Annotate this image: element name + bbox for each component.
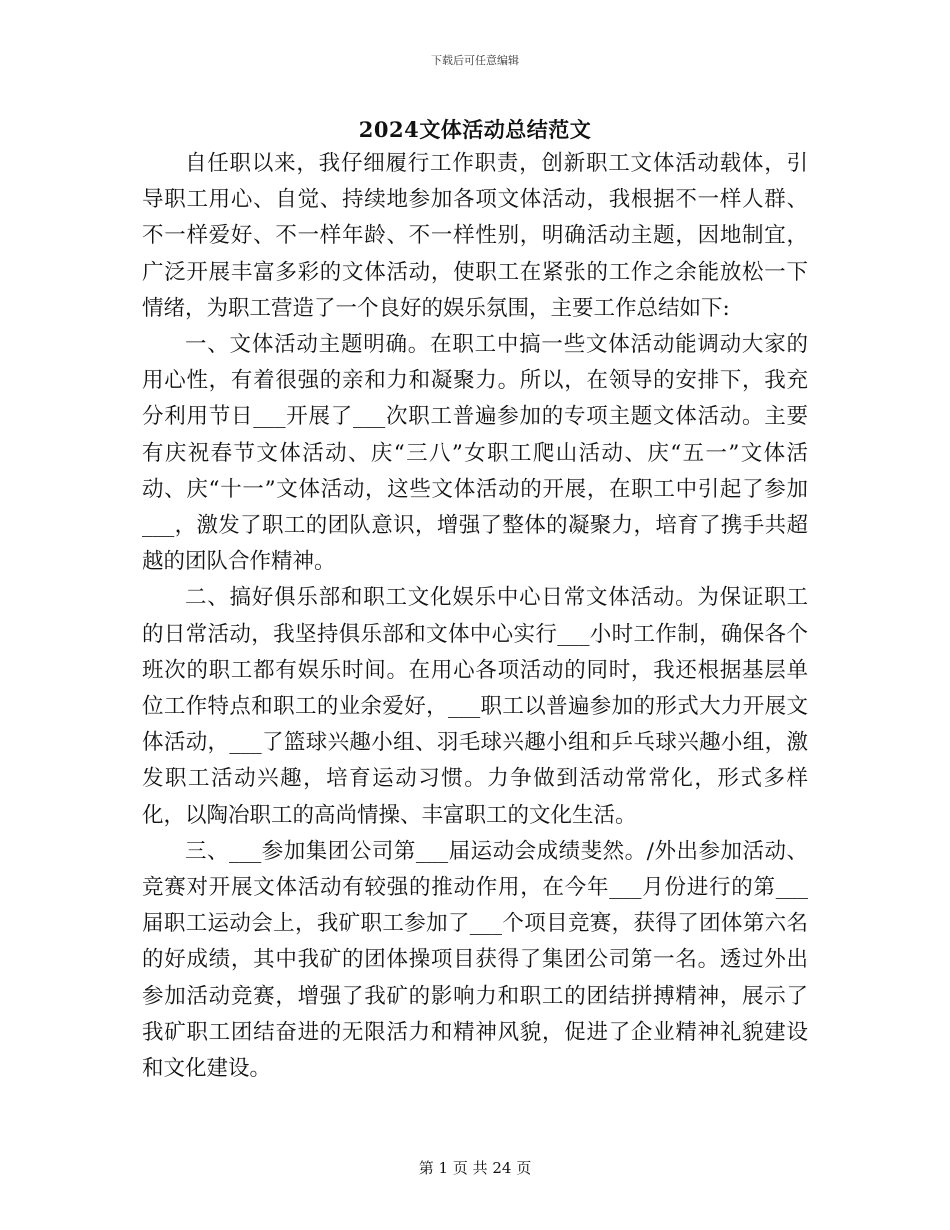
document-body: [142, 146, 808, 1087]
paragraph-section-3: 三、___参加集团公司第___届运动会成绩斐然。/外出参加活动、竞赛对开展文体活动有较强的推动作用，在今年___月份进行的第___届职工运动会上，我矿职工参加了___个项目竞赛，获得了团体第六名的好成绩，其中我矿的团体操项目获得了集团公司第一名。透过外出参加活动竞赛，增强了我矿的影响力和职工的团结拼搏精神，展示了我矿职工团结奋进的无限活力和精神风貌，促进了企业精神礼貌建设和文化建设。: [142, 838, 808, 1082]
document-title: 2024文体活动总结范文: [358, 117, 592, 142]
paragraph-section-2: 二、搞好俱乐部和职工文化娱乐中心日常文体活动。为保证职工的日常活动，我坚持俱乐部和文体中心实行___小时工作制，确保各个班次的职工都有娱乐时间。在用心各项活动的同时，我还根据基层单位工作特点和职工的业余爱好，___职工以普遍参加的形式大力开展文体活动，___了篮球兴趣小组、羽毛球兴趣小组和乒乓球兴趣小组，激发职工活动兴趣，培育运动习惯。力争做到活动常常化，形式多样化，以陶冶职工的高尚情操、丰富职工的文化生活。: [142, 585, 808, 828]
page-header-note: 下载后可任意编辑: [431, 54, 519, 67]
page-number-footer: 第 1 页 共 24 页: [418, 1159, 532, 1177]
paragraph-section-1: 一、文体活动主题明确。在职工中搞一些文体活动能调动大家的用心性，有着很强的亲和力和凝聚力。所以，在领导的安排下，我充分利用节日___开展了___次职工普遍参加的专项主题文体活动。主要有庆祝春节文体活动、庆“三八”女职工爬山活动、庆“五一”文体活动、庆“十一”文体活动，这些文体活动的开展，在职工中引起了参加___，激发了职工的团队意识，增强了整体的凝聚力，培育了携手共超越的团队合作精神。: [142, 332, 808, 575]
paragraph-intro: 自任职以来，我仔细履行工作职责，创新职工文体活动载体，引导职工用心、自觉、持续地参加各项文体活动，我根据不一样人群、不一样爱好、不一样年龄、不一样性别，明确活动主题，因地制宜，广泛开展丰富多彩的文体活动，使职工在紧张的工作之余能放松一下情绪，为职工营造了一个良好的娱乐氛围，主要工作总结如下:: [142, 151, 808, 321]
